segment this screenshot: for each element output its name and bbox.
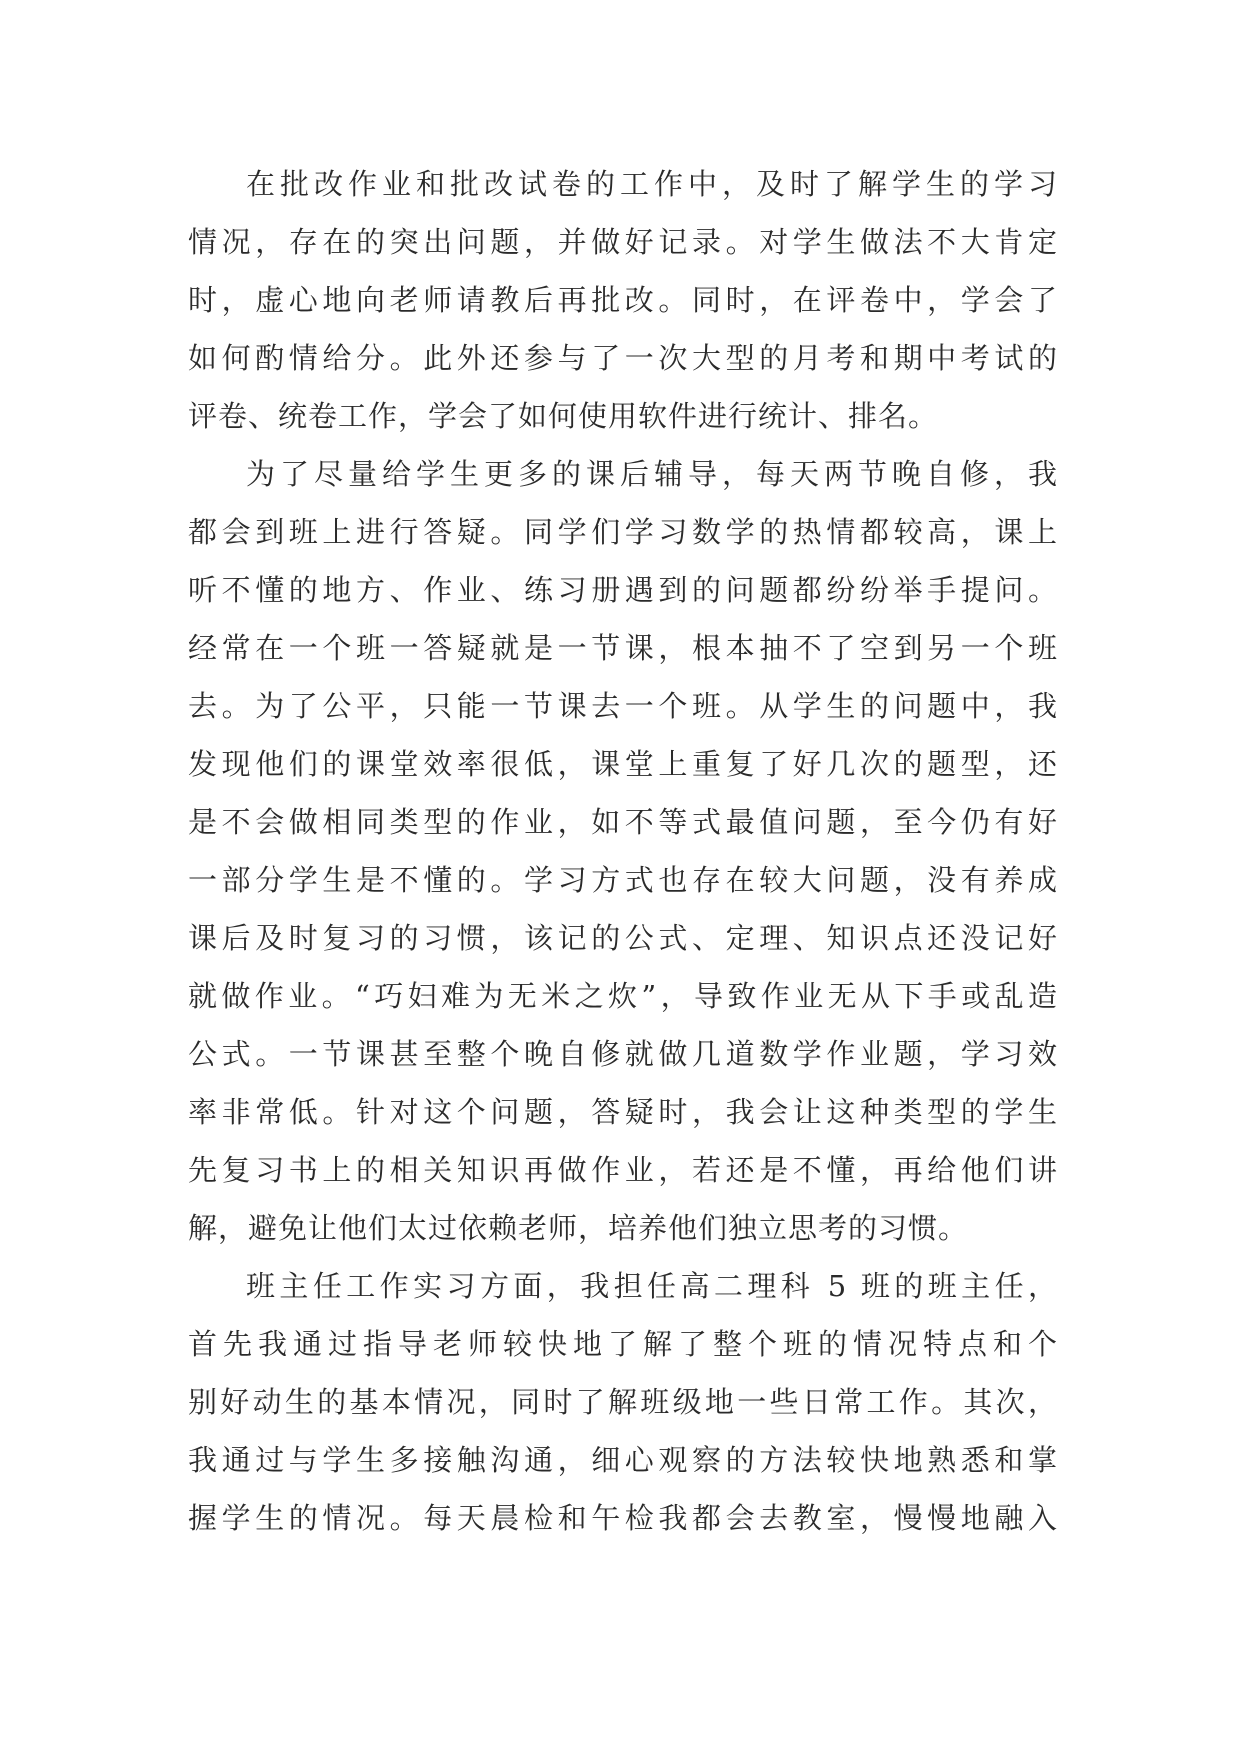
paragraph-line: 经常在一个班一答疑就是一节课，根本抽不了空到另一个班 [188, 631, 1058, 665]
paragraph-line: 就做作业。“巧妇难为无米之炊”，导致作业无从下手或乱造 [188, 979, 1058, 1013]
paragraph-line: 握学生的情况。每天晨检和午检我都会去教室，慢慢地融入 [188, 1501, 1058, 1535]
paragraph-line: 为了尽量给学生更多的课后辅导，每天两节晚自修，我 [246, 457, 1058, 491]
paragraph-line: 时，虚心地向老师请教后再批改。同时，在评卷中，学会了 [188, 283, 1058, 317]
paragraph-homeroom [188, 1257, 1058, 1547]
paragraph-line: 是不会做相同类型的作业，如不等式最值问题，至今仍有好 [188, 805, 1058, 839]
paragraph-line: 听不懂的地方、作业、练习册遇到的问题都纷纷举手提问。 [188, 573, 1058, 607]
paragraph-line: 我通过与学生多接触沟通，细心观察的方法较快地熟悉和掌 [188, 1443, 1058, 1477]
paragraph-line: 别好动生的基本情况，同时了解班级地一些日常工作。其次， [188, 1385, 1058, 1419]
document-body [188, 155, 1058, 1547]
paragraph-line: 评卷、统卷工作，学会了如何使用软件进行统计、排名。 [188, 399, 939, 433]
paragraph-line: 如何酌情给分。此外还参与了一次大型的月考和期中考试的 [188, 341, 1058, 375]
paragraph-line: 公式。一节课甚至整个晚自修就做几道数学作业题，学习效 [188, 1037, 1058, 1071]
paragraph-line: 一部分学生是不懂的。学习方式也存在较大问题，没有养成 [188, 863, 1058, 897]
paragraph-line: 都会到班上进行答疑。同学们学习数学的热情都较高，课上 [188, 515, 1058, 549]
paragraph-grading [188, 155, 1058, 445]
paragraph-line: 去。为了公平，只能一节课去一个班。从学生的问题中，我 [188, 689, 1058, 723]
paragraph-line: 率非常低。针对这个问题，答疑时，我会让这种类型的学生 [188, 1095, 1058, 1129]
paragraph-tutoring [188, 445, 1058, 1257]
paragraph-line: 发现他们的课堂效率很低，课堂上重复了好几次的题型，还 [188, 747, 1058, 781]
paragraph-line: 在批改作业和批改试卷的工作中，及时了解学生的学习 [246, 167, 1058, 201]
paragraph-line: 班主任工作实习方面，我担任高二理科 5 班的班主任， [246, 1269, 1058, 1303]
paragraph-line: 情况，存在的突出问题，并做好记录。对学生做法不大肯定 [188, 225, 1058, 259]
paragraph-line: 先复习书上的相关知识再做作业，若还是不懂，再给他们讲 [188, 1153, 1058, 1187]
paragraph-line: 解，避免让他们太过依赖老师，培养他们独立思考的习惯。 [188, 1211, 969, 1245]
paragraph-line: 课后及时复习的习惯，该记的公式、定理、知识点还没记好 [188, 921, 1058, 955]
paragraph-line: 首先我通过指导老师较快地了解了整个班的情况特点和个 [188, 1327, 1058, 1361]
